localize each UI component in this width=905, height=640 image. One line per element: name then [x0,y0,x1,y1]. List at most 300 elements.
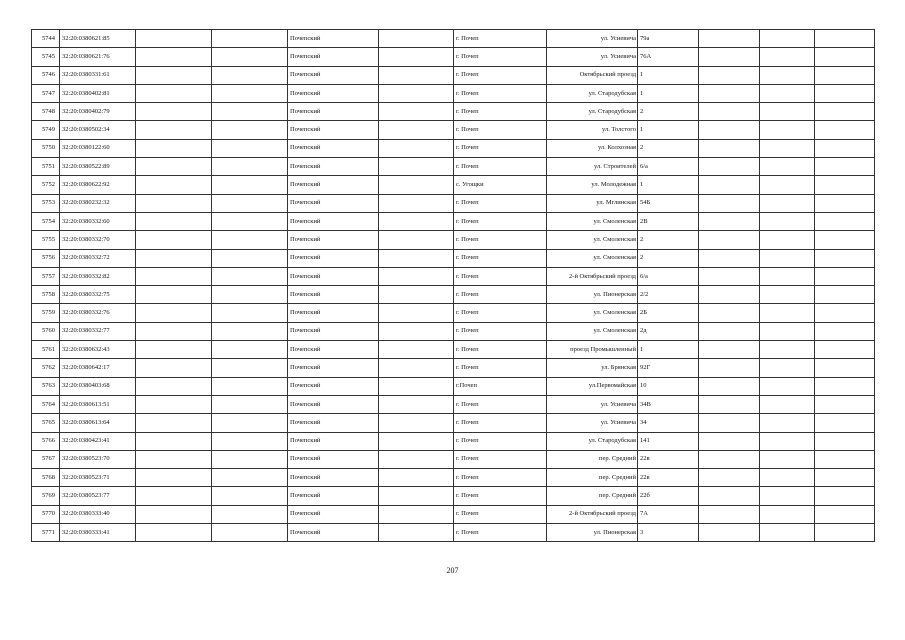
house-number-cell: 34В [638,395,699,413]
district-cell: Почепский [288,249,379,267]
settlement-cell: г. Почеп [454,84,547,102]
col-11-cell [760,395,815,413]
col-3-cell [136,139,212,157]
table-row [32,103,875,121]
row-number-cell: 5765 [32,414,60,432]
row-number-cell: 5760 [32,322,60,340]
col-11-cell [760,505,815,523]
col-12-cell [815,66,875,84]
house-number-cell: 141 [638,432,699,450]
col-10-cell [699,341,760,359]
col-3-cell [136,469,212,487]
row-number-cell: 5768 [32,469,60,487]
cadastral-number-cell: 32:20:0380523:77 [60,487,136,505]
row-number-cell: 5764 [32,395,60,413]
col-4-cell [212,505,288,523]
col-4-cell [212,286,288,304]
table-row [32,322,875,340]
col-3-cell [136,395,212,413]
table-row [32,359,875,377]
col-11-cell [760,414,815,432]
settlement-cell: г. Почеп [454,524,547,542]
district-cell: Почепский [288,395,379,413]
col-3-cell [136,341,212,359]
col-4-cell [212,487,288,505]
street-cell: ул. Строителей [547,158,638,176]
house-number-cell: 92Г [638,359,699,377]
col-10-cell [699,487,760,505]
cadastral-number-cell: 32:20:0380332:60 [60,212,136,230]
col-12-cell [815,30,875,48]
district-cell: Почепский [288,158,379,176]
table-row [32,304,875,322]
settlement-cell: г. Почеп [454,286,547,304]
col-12-cell [815,505,875,523]
col-10-cell [699,158,760,176]
row-number-cell: 5746 [32,66,60,84]
settlement-cell: г. Почеп [454,341,547,359]
row-number-cell: 5747 [32,84,60,102]
col-10-cell [699,103,760,121]
col-4-cell [212,395,288,413]
col-6-cell [379,432,454,450]
col-6-cell [379,487,454,505]
col-3-cell [136,487,212,505]
settlement-cell: г. Почеп [454,432,547,450]
col-6-cell [379,194,454,212]
district-cell: Почепский [288,322,379,340]
row-number-cell: 5752 [32,176,60,194]
district-cell: Почепский [288,176,379,194]
col-4-cell [212,30,288,48]
district-cell: Почепский [288,414,379,432]
col-4-cell [212,66,288,84]
cadastral-number-cell: 32:20:0380621:85 [60,30,136,48]
col-4-cell [212,231,288,249]
col-12-cell [815,487,875,505]
page-number: 207 [446,566,459,575]
cadastral-number-cell: 32:20:0380523:70 [60,450,136,468]
col-11-cell [760,432,815,450]
col-10-cell [699,359,760,377]
col-3-cell [136,84,212,102]
col-10-cell [699,84,760,102]
col-3-cell [136,103,212,121]
table-row [32,84,875,102]
table-row [32,212,875,230]
district-cell: Почепский [288,48,379,66]
cadastral-number-cell: 32:20:0380332:77 [60,322,136,340]
row-number-cell: 5762 [32,359,60,377]
col-4-cell [212,103,288,121]
col-10-cell [699,194,760,212]
row-number-cell: 5766 [32,432,60,450]
cadastral-number-cell: 32:20:0380332:72 [60,249,136,267]
settlement-cell: г. Почеп [454,103,547,121]
table-row [32,267,875,285]
house-number-cell: 1 [638,84,699,102]
street-cell: Октябрьский проезд [547,66,638,84]
col-11-cell [760,139,815,157]
col-11-cell [760,176,815,194]
cadastral-number-cell: 32:20:0380642:17 [60,359,136,377]
street-cell: ул. Брянская [547,359,638,377]
street-cell: ул. Усиевича [547,48,638,66]
table-row [32,158,875,176]
col-6-cell [379,359,454,377]
street-cell: ул. Толстого [547,121,638,139]
col-6-cell [379,231,454,249]
street-cell: ул. Молодежная [547,176,638,194]
col-3-cell [136,505,212,523]
col-11-cell [760,212,815,230]
settlement-cell: г. Почеп [454,505,547,523]
col-12-cell [815,103,875,121]
table-body [32,30,875,542]
row-number-cell: 5758 [32,286,60,304]
col-10-cell [699,231,760,249]
house-number-cell: 2Б [638,304,699,322]
row-number-cell: 5750 [32,139,60,157]
cadastral-number-cell: 32:20:0380402:79 [60,103,136,121]
row-number-cell: 5756 [32,249,60,267]
col-4-cell [212,450,288,468]
col-3-cell [136,377,212,395]
col-6-cell [379,30,454,48]
col-11-cell [760,121,815,139]
table-row [32,432,875,450]
col-6-cell [379,103,454,121]
row-number-cell: 5753 [32,194,60,212]
settlement-cell: г. Почеп [454,30,547,48]
col-4-cell [212,341,288,359]
col-11-cell [760,194,815,212]
house-number-cell: 1 [638,66,699,84]
col-6-cell [379,249,454,267]
col-4-cell [212,194,288,212]
col-12-cell [815,450,875,468]
col-4-cell [212,414,288,432]
col-12-cell [815,395,875,413]
col-6-cell [379,121,454,139]
col-10-cell [699,469,760,487]
table-row [32,341,875,359]
col-10-cell [699,414,760,432]
settlement-cell: г. Почеп [454,212,547,230]
col-3-cell [136,121,212,139]
col-3-cell [136,432,212,450]
cadastral-number-cell: 32:20:0380332:76 [60,304,136,322]
row-number-cell: 5761 [32,341,60,359]
col-12-cell [815,286,875,304]
col-4-cell [212,249,288,267]
district-cell: Почепский [288,341,379,359]
district-cell: Почепский [288,103,379,121]
street-cell: пер. Средний [547,469,638,487]
house-number-cell: 34 [638,414,699,432]
house-number-cell: 22в [638,450,699,468]
settlement-cell: г. Почеп [454,322,547,340]
table-row [32,48,875,66]
col-6-cell [379,524,454,542]
col-3-cell [136,194,212,212]
settlement-cell: г. Почеп [454,469,547,487]
cadastral-number-cell: 32:20:0380613:51 [60,395,136,413]
col-10-cell [699,505,760,523]
cadastral-number-cell: 32:20:0380523:71 [60,469,136,487]
col-11-cell [760,359,815,377]
district-cell: Почепский [288,505,379,523]
col-6-cell [379,322,454,340]
house-number-cell: 1 [638,341,699,359]
col-11-cell [760,341,815,359]
col-4-cell [212,469,288,487]
col-3-cell [136,322,212,340]
col-3-cell [136,30,212,48]
settlement-cell: г. Почеп [454,194,547,212]
street-cell: 2-й Октябрьский проезд [547,267,638,285]
settlement-cell: г. Почеп [454,414,547,432]
settlement-cell: г. Почеп [454,249,547,267]
house-number-cell: 7А [638,505,699,523]
district-cell: Почепский [288,121,379,139]
col-3-cell [136,48,212,66]
street-cell: пер. Средний [547,487,638,505]
settlement-cell: г. Почеп [454,66,547,84]
col-4-cell [212,121,288,139]
col-6-cell [379,267,454,285]
cadastral-number-cell: 32:20:0380403:68 [60,377,136,395]
house-number-cell: 79а [638,30,699,48]
col-3-cell [136,212,212,230]
col-12-cell [815,377,875,395]
col-12-cell [815,176,875,194]
house-number-cell: 10 [638,377,699,395]
table-row [32,286,875,304]
settlement-cell: г. Почеп [454,48,547,66]
cadastral-number-cell: 32:20:0380522:89 [60,158,136,176]
settlement-cell: г. Почеп [454,267,547,285]
col-3-cell [136,304,212,322]
street-cell: ул. Смоленская [547,322,638,340]
street-cell: ул. Стародубская [547,103,638,121]
col-4-cell [212,158,288,176]
table-row [32,231,875,249]
row-number-cell: 5770 [32,505,60,523]
col-4-cell [212,377,288,395]
house-number-cell: 2д [638,322,699,340]
col-12-cell [815,469,875,487]
table-row [32,249,875,267]
col-12-cell [815,48,875,66]
cadastral-number-cell: 32:20:0380331:61 [60,66,136,84]
col-11-cell [760,450,815,468]
col-10-cell [699,322,760,340]
cadastral-number-cell: 32:20:0380402:81 [60,84,136,102]
district-cell: Почепский [288,194,379,212]
street-cell: ул. Усиевича [547,414,638,432]
row-number-cell: 5748 [32,103,60,121]
table-row [32,66,875,84]
col-11-cell [760,30,815,48]
settlement-cell: г. Почеп [454,395,547,413]
row-number-cell: 5763 [32,377,60,395]
col-10-cell [699,524,760,542]
col-11-cell [760,66,815,84]
settlement-cell: г. Почеп [454,487,547,505]
col-6-cell [379,66,454,84]
row-number-cell: 5754 [32,212,60,230]
row-number-cell: 5759 [32,304,60,322]
row-number-cell: 5744 [32,30,60,48]
settlement-cell: г. Почеп [454,158,547,176]
col-6-cell [379,286,454,304]
house-number-cell: 2 [638,103,699,121]
col-12-cell [815,359,875,377]
row-number-cell: 5745 [32,48,60,66]
col-11-cell [760,322,815,340]
district-cell: Почепский [288,212,379,230]
house-number-cell: 22в [638,469,699,487]
district-cell: Почепский [288,231,379,249]
col-11-cell [760,158,815,176]
cadastral-number-cell: 32:20:0380332:70 [60,231,136,249]
table-row [32,487,875,505]
col-4-cell [212,48,288,66]
table-row [32,121,875,139]
col-12-cell [815,212,875,230]
table-row [32,30,875,48]
district-cell: Почепский [288,267,379,285]
cadastral-number-cell: 32:20:0380622:92 [60,176,136,194]
district-cell: Почепский [288,139,379,157]
district-cell: Почепский [288,304,379,322]
settlement-cell: г. Почеп [454,139,547,157]
col-4-cell [212,432,288,450]
col-11-cell [760,524,815,542]
col-10-cell [699,212,760,230]
col-3-cell [136,176,212,194]
col-6-cell [379,158,454,176]
col-6-cell [379,377,454,395]
street-cell: проезд Промышленный [547,341,638,359]
col-12-cell [815,249,875,267]
col-6-cell [379,48,454,66]
district-cell: Почепский [288,377,379,395]
col-12-cell [815,158,875,176]
table-row [32,469,875,487]
col-4-cell [212,212,288,230]
col-10-cell [699,304,760,322]
col-11-cell [760,103,815,121]
street-cell: ул. Смоленская [547,231,638,249]
col-12-cell [815,121,875,139]
house-number-cell: 2В [638,212,699,230]
table-row [32,414,875,432]
col-12-cell [815,414,875,432]
col-4-cell [212,84,288,102]
col-11-cell [760,304,815,322]
house-number-cell: 3 [638,524,699,542]
row-number-cell: 5771 [32,524,60,542]
col-12-cell [815,524,875,542]
house-number-cell: 1 [638,176,699,194]
house-number-cell: 54Б [638,194,699,212]
col-3-cell [136,524,212,542]
col-3-cell [136,231,212,249]
street-cell: ул.Первомайская [547,377,638,395]
street-cell: 2-й Октябрьский проезд [547,505,638,523]
cadastral-number-cell: 32:20:0380502:34 [60,121,136,139]
street-cell: ул. Смоленская [547,249,638,267]
col-6-cell [379,212,454,230]
row-number-cell: 5767 [32,450,60,468]
col-12-cell [815,432,875,450]
col-12-cell [815,304,875,322]
col-4-cell [212,267,288,285]
cadastral-number-cell: 32:20:0380122:60 [60,139,136,157]
district-cell: Почепский [288,84,379,102]
cadastral-number-cell: 32:20:0380621:76 [60,48,136,66]
col-6-cell [379,341,454,359]
cadastral-number-cell: 32:20:0380423:41 [60,432,136,450]
col-4-cell [212,524,288,542]
col-11-cell [760,231,815,249]
col-6-cell [379,84,454,102]
col-11-cell [760,249,815,267]
house-number-cell: 6/а [638,267,699,285]
col-10-cell [699,267,760,285]
col-10-cell [699,450,760,468]
col-6-cell [379,304,454,322]
street-cell: ул. Мглинская [547,194,638,212]
row-number-cell: 5755 [32,231,60,249]
settlement-cell: г. Почеп [454,231,547,249]
col-12-cell [815,139,875,157]
col-10-cell [699,66,760,84]
district-cell: Почепский [288,66,379,84]
table-row [32,450,875,468]
col-4-cell [212,176,288,194]
street-cell: ул. Пионерская [547,286,638,304]
table-row [32,139,875,157]
table-row [32,395,875,413]
cadastral-number-cell: 32:20:0380613:64 [60,414,136,432]
district-cell: Почепский [288,450,379,468]
col-10-cell [699,139,760,157]
house-number-cell: 22б [638,487,699,505]
settlement-cell: г. Почеп [454,304,547,322]
street-cell: ул. Колхозная [547,139,638,157]
col-6-cell [379,505,454,523]
settlement-cell: г. Почеп [454,121,547,139]
table-row [32,524,875,542]
house-number-cell: 2/2 [638,286,699,304]
district-cell: Почепский [288,30,379,48]
cadastral-number-cell: 32:20:0380332:82 [60,267,136,285]
house-number-cell: 2 [638,231,699,249]
street-cell: ул. Усиевича [547,395,638,413]
street-cell: ул. Пионерская [547,524,638,542]
col-10-cell [699,432,760,450]
col-10-cell [699,176,760,194]
col-3-cell [136,249,212,267]
col-3-cell [136,66,212,84]
col-11-cell [760,377,815,395]
col-12-cell [815,231,875,249]
street-cell: ул. Смоленская [547,212,638,230]
col-4-cell [212,359,288,377]
